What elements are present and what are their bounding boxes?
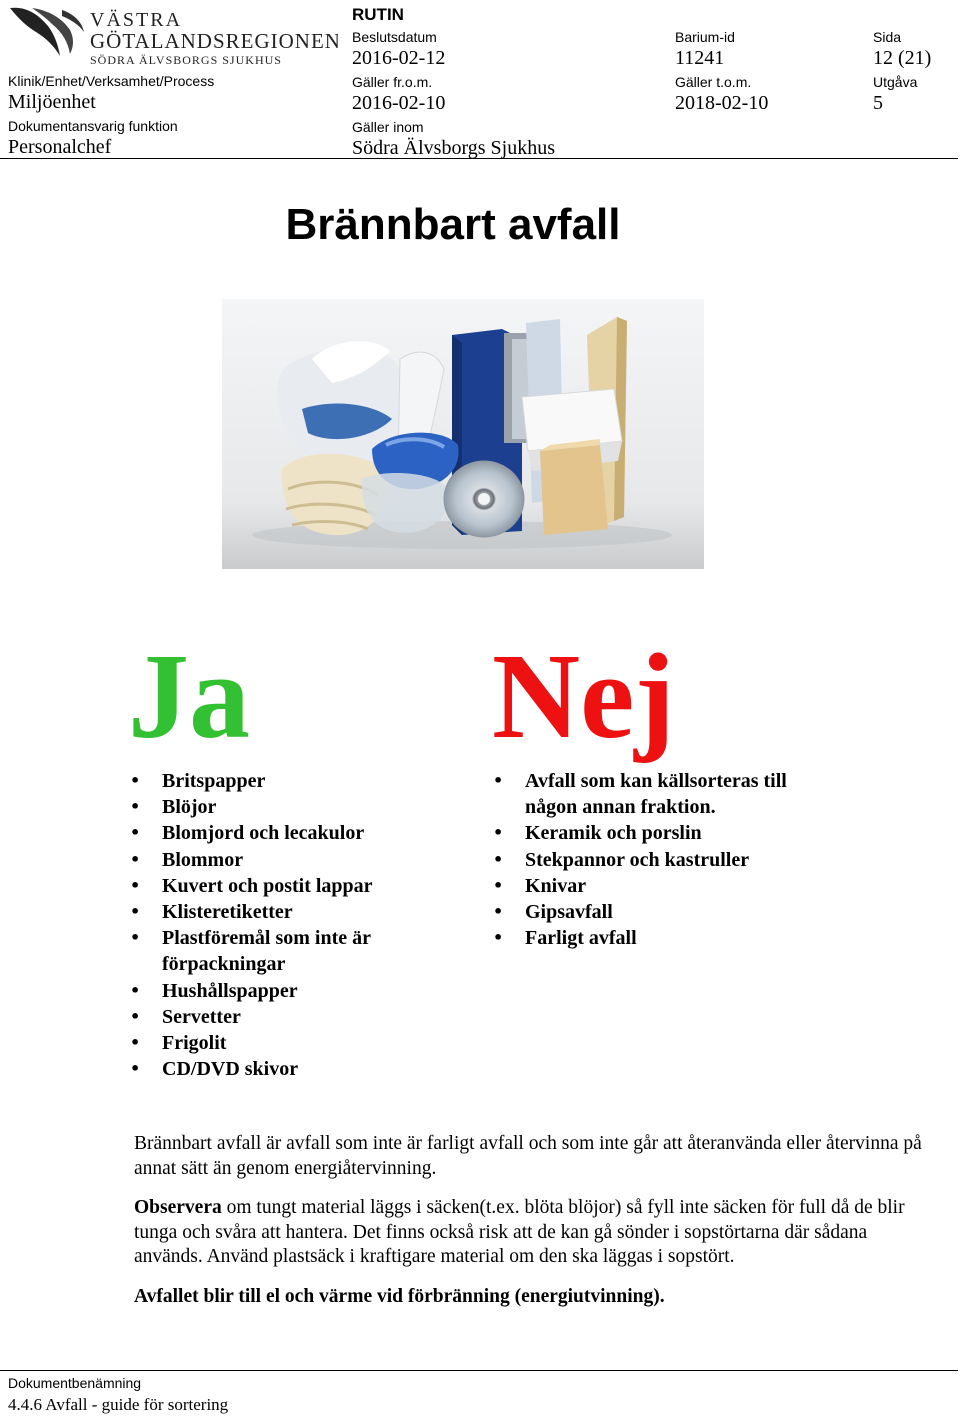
region-logo — [8, 4, 338, 68]
version-value: 5 — [873, 92, 883, 114]
note-paragraph — [134, 1196, 934, 1270]
ja-item: • CD/DVD skivor — [130, 1056, 450, 1082]
barium-label: Barium-id — [675, 29, 735, 45]
ja-item: • Blomjord och lecakulor — [130, 820, 450, 846]
owner-label: Dokumentansvarig funktion — [8, 118, 178, 134]
valid-from-label: Gäller fr.o.m. — [352, 74, 433, 90]
nej-item: • Avfall som kan källsorteras till någon annan fraktion. — [493, 768, 815, 820]
waste-items-photo — [222, 299, 704, 569]
ja-item: • Klisteretiketter — [130, 899, 450, 925]
valid-to-value: 2018-02-10 — [675, 92, 769, 114]
nej-item: • Keramik och porslin — [493, 820, 833, 846]
version-label: Utgåva — [873, 74, 918, 90]
ja-item: • Hushållspapper — [130, 978, 450, 1004]
valid-to-label: Gäller t.o.m. — [675, 74, 752, 90]
document-name-label: Dokumentbenämning — [8, 1375, 142, 1391]
valid-from-value: 2016-02-10 — [352, 92, 446, 114]
energy-recovery-statement: Avfallet blir till el och värme vid förbränning (energiutvinning). — [134, 1286, 665, 1307]
logo-line1: VÄSTRA — [90, 9, 183, 31]
decided-label: Beslutsdatum — [352, 29, 437, 45]
note-text: om tungt material läggs i säcken(t.ex. blöta blöjor) så fyll inte säcken för full då de blir tunga och svåra att hantera. Det finns också risk att de kan gå sönder i sopstörtarna där sådana används. Använd plastsäck i kraftigare material om den ska läggas i sopstört. — [134, 1197, 905, 1267]
barium-value: 11241 — [675, 47, 725, 69]
nej-item: • Farligt avfall — [493, 925, 833, 951]
nej-item: • Stekpannor och kastruller — [493, 847, 833, 873]
description-paragraph: Brännbart avfall är avfall som inte är farligt avfall och som inte går att återanvända eller återvinna på annat sätt än genom energiåtervinning. — [134, 1133, 922, 1179]
ja-item: • Blöjor — [130, 794, 450, 820]
scope-label: Gäller inom — [352, 119, 424, 135]
scope-value: Södra Älvsborgs Sjukhus — [352, 137, 555, 159]
ja-item: • Plastföremål som inte är förpackningar — [130, 925, 422, 977]
logo-line3: SÖDRA ÄLVSBORGS SJUKHUS — [90, 53, 282, 67]
page-title: Brännbart avfall — [285, 200, 621, 249]
decided-value: 2016-02-12 — [352, 47, 446, 69]
logo-line2: GÖTALANDSREGIONEN — [90, 29, 338, 53]
page-value: 12 (21) — [873, 47, 932, 69]
doc-type: RUTIN — [352, 5, 404, 24]
unit-label: Klinik/Enhet/Verksamhet/Process — [8, 73, 215, 89]
ja-item: • Kuvert och postit lappar — [130, 873, 450, 899]
nej-heading: Nej — [492, 629, 675, 764]
ja-item: • Servetter — [130, 1004, 450, 1030]
region-logo-icon — [8, 4, 338, 68]
ja-list — [130, 768, 450, 1082]
ja-heading: Ja — [128, 629, 250, 764]
note-emphasis: Observera — [134, 1197, 222, 1218]
nej-item: • Knivar — [493, 873, 833, 899]
owner-value: Personalchef — [8, 136, 112, 158]
header-divider — [0, 158, 958, 159]
ja-item: • Britspapper — [130, 768, 450, 794]
unit-value: Miljöenhet — [8, 91, 96, 113]
nej-list — [493, 768, 833, 951]
page-label: Sida — [873, 29, 902, 45]
ja-item: • Blommor — [130, 847, 450, 873]
waste-items-photo-icon — [222, 299, 704, 569]
ja-item: • Frigolit — [130, 1030, 450, 1056]
document-name-value: 4.4.6 Avfall - guide för sortering — [8, 1395, 229, 1414]
nej-item: • Gipsavfall — [493, 899, 833, 925]
footer-divider — [0, 1370, 958, 1371]
